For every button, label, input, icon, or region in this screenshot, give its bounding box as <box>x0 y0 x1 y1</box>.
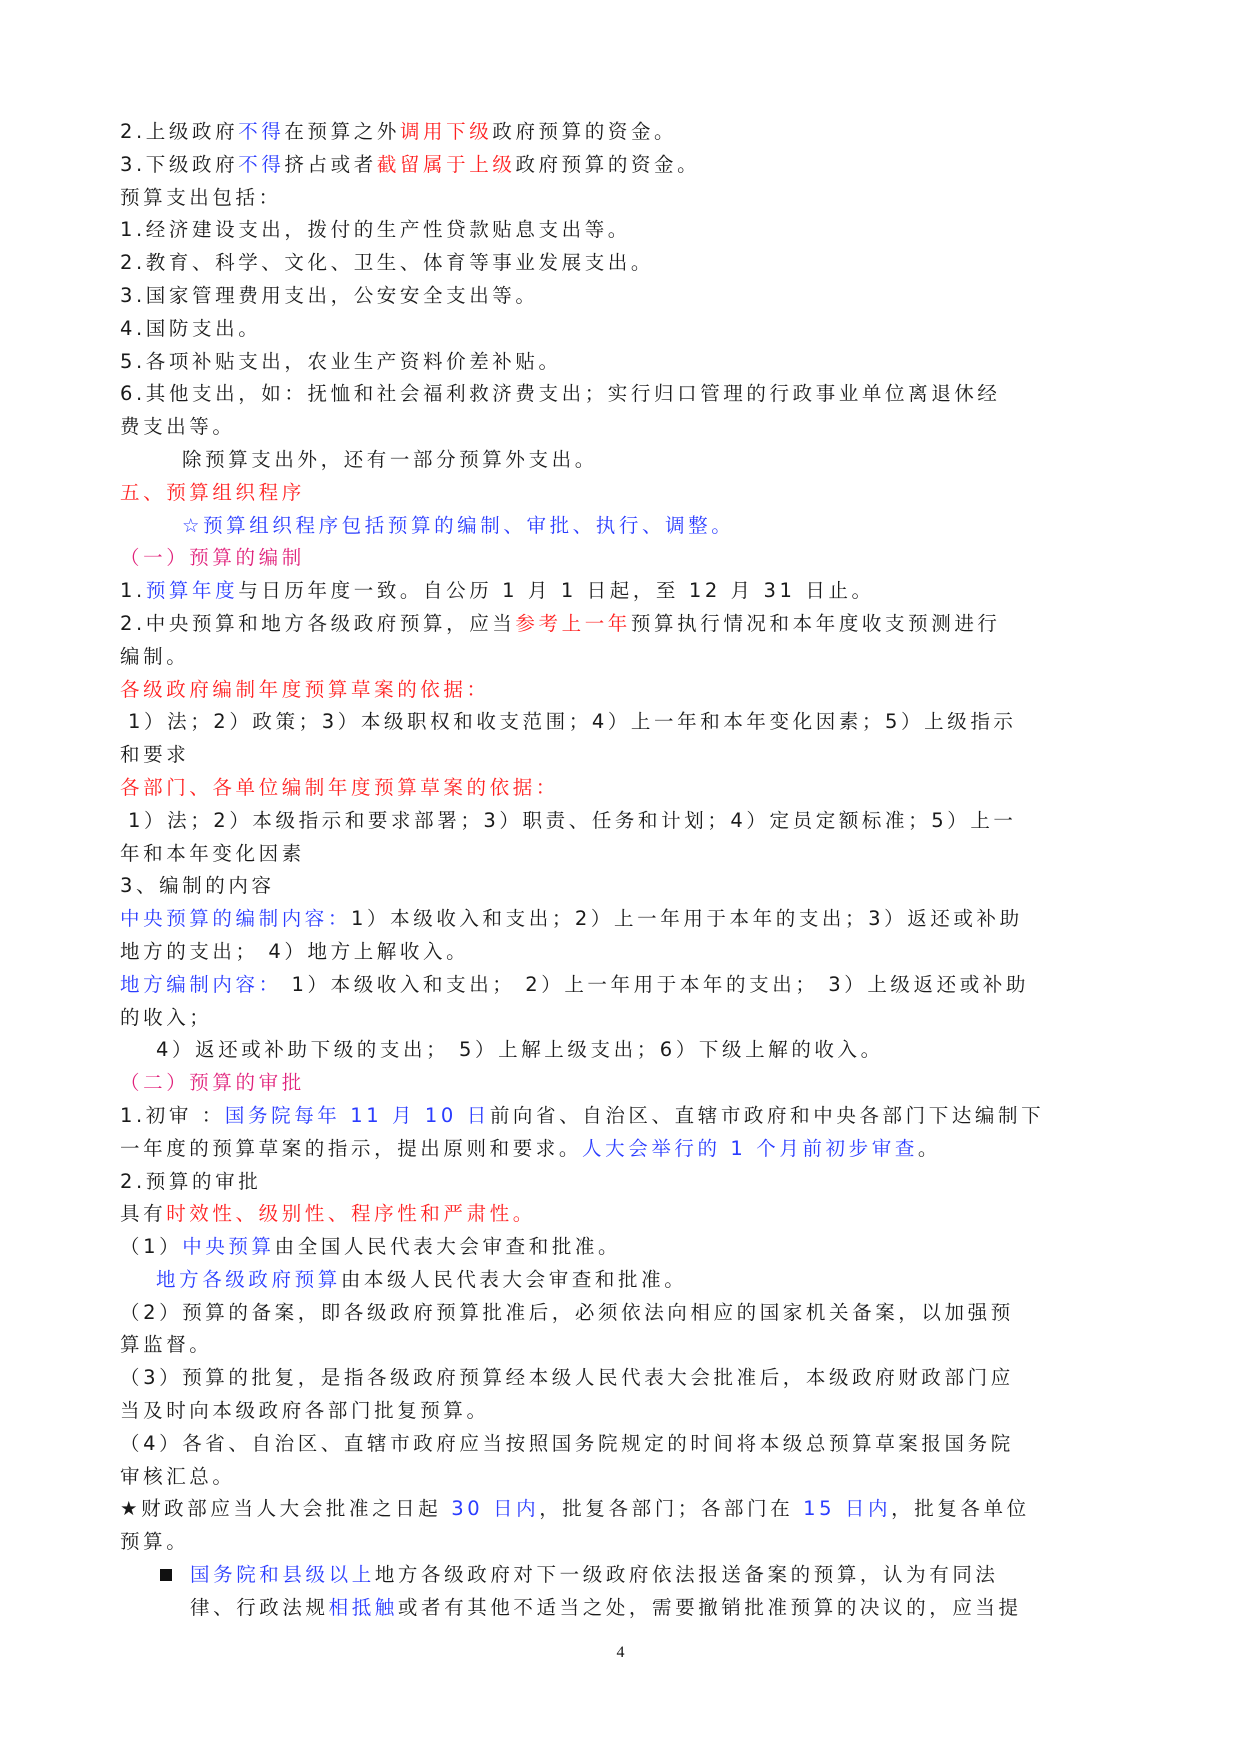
text-span: 6.其他支出，如：抚恤和社会福利救济费支出；实行归口管理的行政事业单位离退休经 <box>120 382 1001 406</box>
text-span: （1） <box>120 1235 183 1259</box>
text-span: 由本级人民代表大会审查和批准。 <box>340 1267 688 1291</box>
text-span: 地方的支出； 4）地方上解收入。 <box>120 939 470 963</box>
text-span: 时效性、级别性、程序性和严肃性。 <box>166 1202 536 1226</box>
text-line <box>120 674 1122 707</box>
text-line <box>120 608 1122 641</box>
text-span: 地方各级政府对下一级政府依法报送备案的预算，认为有同法 <box>374 1563 999 1587</box>
text-line <box>120 182 1122 215</box>
text-span: 政府预算的资金。 <box>515 152 701 176</box>
text-line <box>120 1362 1122 1395</box>
text-span: 前向省、自治区、直辖市政府和中央各部门下达编制下 <box>489 1103 1045 1127</box>
text-line <box>120 149 1122 182</box>
text-line <box>120 575 1122 608</box>
text-span: 与日历年度一致。自公历 1 月 1 日起，至 12 月 31 日止。 <box>238 579 875 603</box>
text-span: 1.经济建设支出，拨付的生产性贷款贴息支出等。 <box>120 218 631 242</box>
text-span: 截留属于上级 <box>376 152 516 176</box>
text-span: 政府预算的资金。 <box>492 120 678 143</box>
text-line <box>120 346 1122 379</box>
text-line <box>120 1428 1122 1461</box>
text-line <box>120 116 1122 149</box>
text-span: 4）返还或补助下级的支出； 5）上解上级支出；6）下级上解的收入。 <box>156 1038 884 1062</box>
text-line <box>120 313 1122 346</box>
text-span: 律、行政法规 <box>190 1595 329 1619</box>
text-span: 5.各项补贴支出，农业生产资料价差补贴。 <box>120 349 562 373</box>
text-line <box>120 641 1122 674</box>
text-line <box>120 969 1122 1002</box>
text-line <box>120 1493 1122 1526</box>
text-span: ，批复各部门；各部门在 <box>539 1497 804 1521</box>
text-line <box>120 411 1122 444</box>
text-span: 年和本年变化因素 <box>120 841 305 865</box>
text-span: ★财政部应当人大会批准之日起 <box>120 1497 452 1521</box>
text-span: 1）法；2）政策；3）本级职权和收支范围；4）上一年和本年变化因素；5）上级指示 <box>128 710 1017 734</box>
text-line <box>120 1166 1122 1199</box>
text-line <box>120 1592 1122 1625</box>
text-line <box>120 214 1122 247</box>
text-span: 由全国人民代表大会审查和批准。 <box>274 1235 622 1259</box>
text-span: 4.国防支出。 <box>120 316 262 340</box>
text-span: 预算年度 <box>145 579 239 603</box>
text-line <box>120 1297 1122 1330</box>
text-span: 编制。 <box>120 644 190 668</box>
text-line <box>120 1329 1122 1362</box>
text-span: ☆预算组织程序包括预算的编制、审批、执行、调整。 <box>182 513 735 537</box>
text-line <box>120 1002 1122 1035</box>
text-span: （4）各省、自治区、直辖市政府应当按照国务院规定的时间将本级总预算草案报国务院 <box>120 1431 1014 1455</box>
text-line <box>120 903 1122 936</box>
text-line <box>120 1231 1122 1264</box>
text-line <box>120 1067 1122 1100</box>
text-line <box>120 1198 1122 1231</box>
text-line <box>120 772 1122 805</box>
text-line <box>120 870 1122 903</box>
text-span: 相抵触 <box>328 1595 398 1619</box>
text-line <box>120 1395 1122 1428</box>
text-line <box>120 1559 1122 1592</box>
text-span: （3）预算的批复，是指各级政府预算经本级人民代表大会批准后，本级政府财政部门应 <box>120 1366 1014 1390</box>
text-span: 中央预算的编制内容： <box>120 907 352 931</box>
text-span: 3.下级政府 <box>120 152 239 176</box>
text-span: 预算支出包括： <box>120 185 282 209</box>
text-span: 不得 <box>238 120 285 143</box>
text-span: 国务院和县级以上 <box>190 1563 375 1587</box>
text-line <box>120 1264 1122 1297</box>
text-span: 1）本级收入和支出； 2）上一年用于本年的支出； 3）上级返还或补助 <box>281 972 1030 996</box>
text-span: ，批复各单位 <box>891 1497 1030 1521</box>
text-span: 调用下级 <box>399 120 493 143</box>
text-line <box>120 706 1122 739</box>
text-line <box>120 805 1122 838</box>
text-span: 当及时向本级政府各部门批复预算。 <box>120 1399 490 1423</box>
text-line <box>120 542 1122 575</box>
text-span: 预算。 <box>120 1530 190 1554</box>
text-span: 或者有其他不适当之处，需要撤销批准预算的决议的，应当提 <box>397 1595 1022 1619</box>
text-line <box>120 378 1122 411</box>
text-span: 地方各级政府预算 <box>156 1267 341 1291</box>
text-line <box>120 1133 1122 1166</box>
text-span: 3、编制的内容 <box>120 874 275 898</box>
text-span: （2）预算的备案，即各级政府预算批准后，必须依法向相应的国家机关备案，以加强预 <box>120 1300 1014 1324</box>
text-line <box>120 247 1122 280</box>
text-span: 2.预算的审批 <box>120 1169 262 1193</box>
text-span: 费支出等。 <box>120 415 236 439</box>
text-span: 不得 <box>238 152 285 176</box>
text-line <box>120 739 1122 772</box>
text-span: 各部门、各单位编制年度预算草案的依据： <box>120 775 559 799</box>
text-span: 15 日内 <box>803 1497 892 1521</box>
text-span: （二）预算的审批 <box>120 1071 305 1095</box>
text-line <box>120 444 1122 477</box>
text-span: 的收入； <box>120 1005 213 1029</box>
text-span: 预算执行情况和本年度收支预测进行 <box>630 611 1001 635</box>
text-span: 1）法；2）本级指示和要求部署；3）职责、任务和计划；4）定员定额标准；5）上一 <box>128 808 1017 832</box>
text-line <box>120 1034 1122 1067</box>
square-bullet-icon <box>160 1569 172 1581</box>
text-span: 挤占或者 <box>284 152 377 176</box>
text-span: 2.上级政府 <box>120 120 239 143</box>
text-span: 除预算支出外，还有一部分预算外支出。 <box>182 447 598 471</box>
text-span: 在预算之外 <box>284 120 400 143</box>
text-line <box>120 1461 1122 1494</box>
text-span: 。 <box>917 1136 942 1160</box>
text-span: 人大会举行的 1 个月前初步审查 <box>582 1136 918 1160</box>
text-line <box>120 477 1122 510</box>
text-span: 1）本级收入和支出；2）上一年用于本年的支出；3）返还或补助 <box>351 907 1023 931</box>
text-span: 五、预算组织程序 <box>120 480 305 504</box>
text-span: 具有 <box>120 1202 167 1226</box>
text-line <box>120 1100 1122 1133</box>
text-span: 1. <box>120 579 146 603</box>
text-span: 审核汇总。 <box>120 1464 236 1488</box>
text-line <box>120 838 1122 871</box>
text-span: 国务院每年 11 月 10 日 <box>224 1103 490 1127</box>
text-span: 参考上一年 <box>515 611 631 635</box>
text-span: 1.初审 ： <box>120 1103 225 1127</box>
text-span: 一年度的预算草案的指示，提出原则和要求。 <box>120 1136 583 1160</box>
text-line <box>120 510 1122 543</box>
text-span: 3.国家管理费用支出，公安安全支出等。 <box>120 283 539 307</box>
text-line <box>120 1526 1122 1559</box>
text-span: （一）预算的编制 <box>120 546 305 570</box>
text-span: 各级政府编制年度预算草案的依据： <box>120 677 490 701</box>
document-body <box>120 116 1122 1625</box>
text-span: 中央预算 <box>182 1235 275 1259</box>
text-span: 算监督。 <box>120 1333 213 1357</box>
text-line <box>120 280 1122 313</box>
page-number: 4 <box>616 1644 625 1661</box>
text-span: 和要求 <box>120 743 190 767</box>
text-span: 2.中央预算和地方各级政府预算，应当 <box>120 611 516 635</box>
text-line <box>120 936 1122 969</box>
text-span: 30 日内 <box>451 1497 540 1521</box>
text-span: 2.教育、科学、文化、卫生、体育等事业发展支出。 <box>120 251 655 275</box>
text-span: 地方编制内容： <box>120 972 282 996</box>
